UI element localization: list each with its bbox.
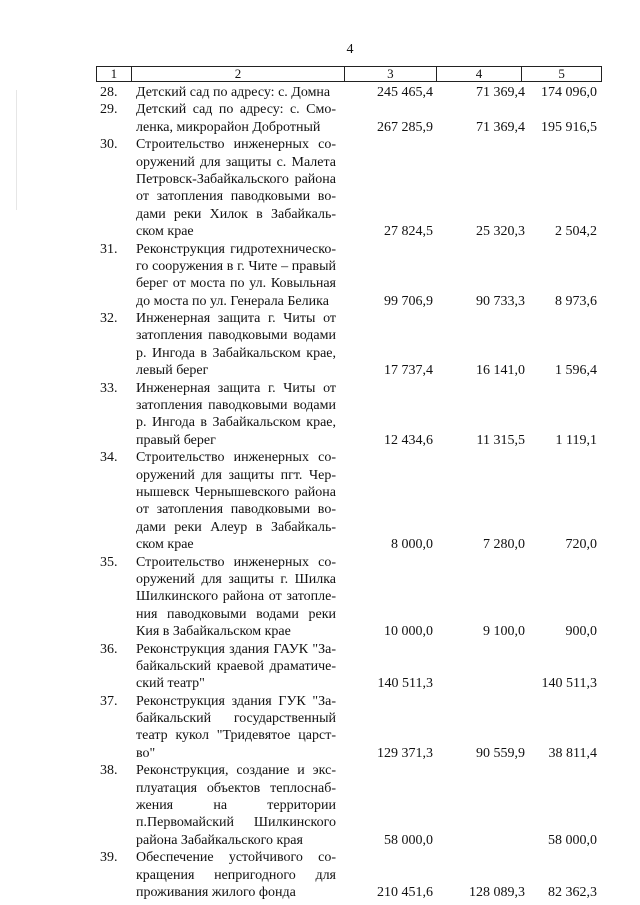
row-value-5: 900,0 (565, 624, 597, 640)
row-number: 37. (100, 693, 118, 709)
table-row (0, 641, 640, 693)
row-value-3: 10 000,0 (384, 624, 433, 640)
row-description (136, 310, 336, 380)
row-description-line: Детский сад по адресу: с. Домна (136, 85, 331, 100)
table-row (0, 380, 640, 450)
table-row (0, 693, 640, 763)
row-value-3: 99 706,9 (384, 293, 433, 309)
row-description-line: жения на территории (136, 798, 336, 814)
row-description (136, 101, 336, 136)
table-row (0, 136, 640, 240)
row-value-3: 27 824,5 (384, 224, 433, 240)
row-value-4: 16 141,0 (476, 363, 525, 379)
row-description-line: оружений для защиты с. Малета (136, 154, 336, 170)
row-value-4: 128 089,3 (469, 884, 525, 900)
row-description-line: Шилкинского района от затопле- (136, 589, 336, 605)
header-cell-2: 2 (132, 67, 345, 81)
row-description-line: Строительство инженерных со- (136, 137, 336, 153)
table-row (0, 449, 640, 553)
table-body (0, 84, 640, 901)
row-number: 28. (100, 85, 118, 100)
row-value-4: 71 369,4 (476, 119, 525, 135)
row-description-line: района Забайкальского края (136, 832, 303, 848)
row-description-line: Обеспечение устойчивого со- (136, 850, 336, 866)
row-description-line: Строительство инженерных со- (136, 554, 336, 570)
row-value-5: 58 000,0 (548, 832, 597, 848)
row-value-3: 12 434,6 (384, 432, 433, 448)
row-description-line: п.Первомайский Шилкинского (136, 815, 336, 831)
row-value-4: 90 733,3 (476, 293, 525, 309)
row-description-line: правый берег (136, 432, 216, 448)
row-description-line: затопления паводковыми водами (136, 328, 336, 344)
row-description-line: дами реки Хилок в Забайкаль- (136, 206, 336, 222)
row-value-5: 195 916,5 (541, 119, 597, 135)
row-description (136, 136, 336, 240)
header-cell-5: 5 (558, 66, 565, 81)
row-value-5: 1 596,4 (555, 363, 597, 379)
row-description-line: затопления паводковыми водами (136, 398, 336, 414)
page-number: 4 (346, 42, 354, 57)
row-number: 29. (100, 102, 118, 118)
row-value-4: 71 369,4 (476, 84, 525, 100)
row-value-3: 245 465,4 (377, 84, 433, 100)
row-description (136, 84, 336, 101)
table-row (0, 241, 640, 311)
row-value-5: 38 811,4 (548, 745, 597, 761)
row-description-line: Инженерная защита г. Читы от (136, 311, 336, 327)
row-description-line: плуатация объектов теплоснаб- (136, 780, 336, 796)
row-description-line: Строительство инженерных со- (136, 450, 336, 466)
row-description-line: р. Ингода в Забайкальском крае, (136, 415, 336, 431)
row-description-line: во" (136, 745, 156, 761)
row-value-3: 210 451,6 (377, 884, 433, 900)
row-value-3: 58 000,0 (384, 832, 433, 848)
row-description-line: левый берег (136, 363, 209, 379)
row-description-line: от затопления паводковыми во- (136, 189, 336, 205)
row-description-line: ский театр" (136, 676, 205, 692)
row-number: 32. (100, 311, 118, 327)
row-value-4: 9 100,0 (483, 624, 525, 640)
table-row (0, 310, 640, 380)
row-description-line: Детский сад по адресу: с. Смо- (136, 102, 336, 118)
row-description-line: го сооружения в г. Чите – правый (136, 258, 336, 274)
table-row (0, 101, 640, 136)
row-value-5: 140 511,3 (541, 676, 597, 692)
row-description-line: Реконструкция гидротехническо- (136, 241, 336, 257)
row-description (136, 849, 336, 901)
row-description (136, 554, 336, 641)
header-cell-1: 1 (97, 67, 132, 81)
row-description-line: ленка, микрорайон Добротный (136, 119, 321, 135)
row-description-line: Реконструкция, создание и экс- (136, 763, 336, 779)
row-number: 36. (100, 641, 118, 657)
row-value-4: 90 559,9 (476, 745, 525, 761)
row-value-3: 129 371,3 (377, 745, 433, 761)
table-row (0, 762, 640, 849)
row-description (136, 762, 336, 849)
row-description-line: кращения непригодного для (136, 867, 336, 883)
row-value-5: 82 362,3 (548, 884, 597, 900)
row-description (136, 693, 336, 763)
row-number: 38. (100, 763, 118, 779)
row-number: 30. (100, 137, 118, 153)
row-description-line: Инженерная защита г. Читы от (136, 380, 336, 396)
table-row (0, 849, 640, 901)
row-description (136, 449, 336, 553)
row-description (136, 241, 336, 311)
row-description-line: Реконструкция здания ГУК "За- (136, 693, 336, 709)
table-row (0, 554, 640, 641)
row-value-4: 11 315,5 (476, 432, 525, 448)
row-description-line: байкальский краевой драматиче- (136, 658, 336, 674)
row-value-5: 2 504,2 (555, 224, 597, 240)
row-description-line: Реконструкция здания ГАУК "За- (136, 641, 336, 657)
row-description-line: театр кукол "Тридевятое царст- (136, 728, 336, 744)
row-description-line: проживания жилого фонда (136, 884, 296, 900)
row-description-line: нышевск Чернышевского района (136, 484, 336, 500)
header-cell-3: 3 (345, 67, 437, 81)
row-description-line: Кия в Забайкальском крае (136, 624, 291, 640)
row-description-line: оружений для защиты пгт. Чер- (136, 467, 336, 483)
row-description (136, 380, 336, 450)
row-description-line: Петровск-Забайкальского района (136, 171, 336, 187)
row-number: 39. (100, 850, 118, 866)
row-number: 31. (100, 241, 118, 257)
row-description-line: ском крае (136, 224, 194, 240)
row-value-4: 7 280,0 (483, 537, 525, 553)
row-value-5: 720,0 (565, 537, 597, 553)
row-description-line: дами реки Алеур в Забайкаль- (136, 519, 336, 535)
row-description-line: до моста по ул. Генерала Белика (136, 293, 329, 309)
row-value-5: 174 096,0 (541, 84, 597, 100)
row-description-line: ния паводковыми водами реки (136, 606, 336, 622)
row-description (136, 641, 336, 693)
row-number: 33. (100, 380, 118, 396)
row-value-3: 8 000,0 (391, 537, 433, 553)
row-value-5: 1 119,1 (555, 432, 597, 448)
table-header (96, 66, 602, 82)
row-description-line: ском крае (136, 537, 194, 553)
row-number: 34. (100, 450, 118, 466)
row-description-line: байкальский государственный (136, 711, 336, 727)
row-value-5: 8 973,6 (555, 293, 597, 309)
row-number: 35. (100, 554, 118, 570)
row-description-line: берег от моста по ул. Ковыльная (136, 276, 336, 292)
row-description-line: оружений для защиты г. Шилка (136, 571, 336, 587)
row-value-4: 25 320,3 (476, 224, 525, 240)
table-row (0, 84, 640, 101)
row-value-3: 140 511,3 (377, 676, 433, 692)
row-description-line: от затопления паводковыми во- (136, 502, 336, 518)
header-cell-4: 4 (437, 67, 523, 81)
row-description-line: р. Ингода в Забайкальском крае, (136, 345, 336, 361)
row-value-3: 17 737,4 (384, 363, 433, 379)
row-value-3: 267 285,9 (377, 119, 433, 135)
